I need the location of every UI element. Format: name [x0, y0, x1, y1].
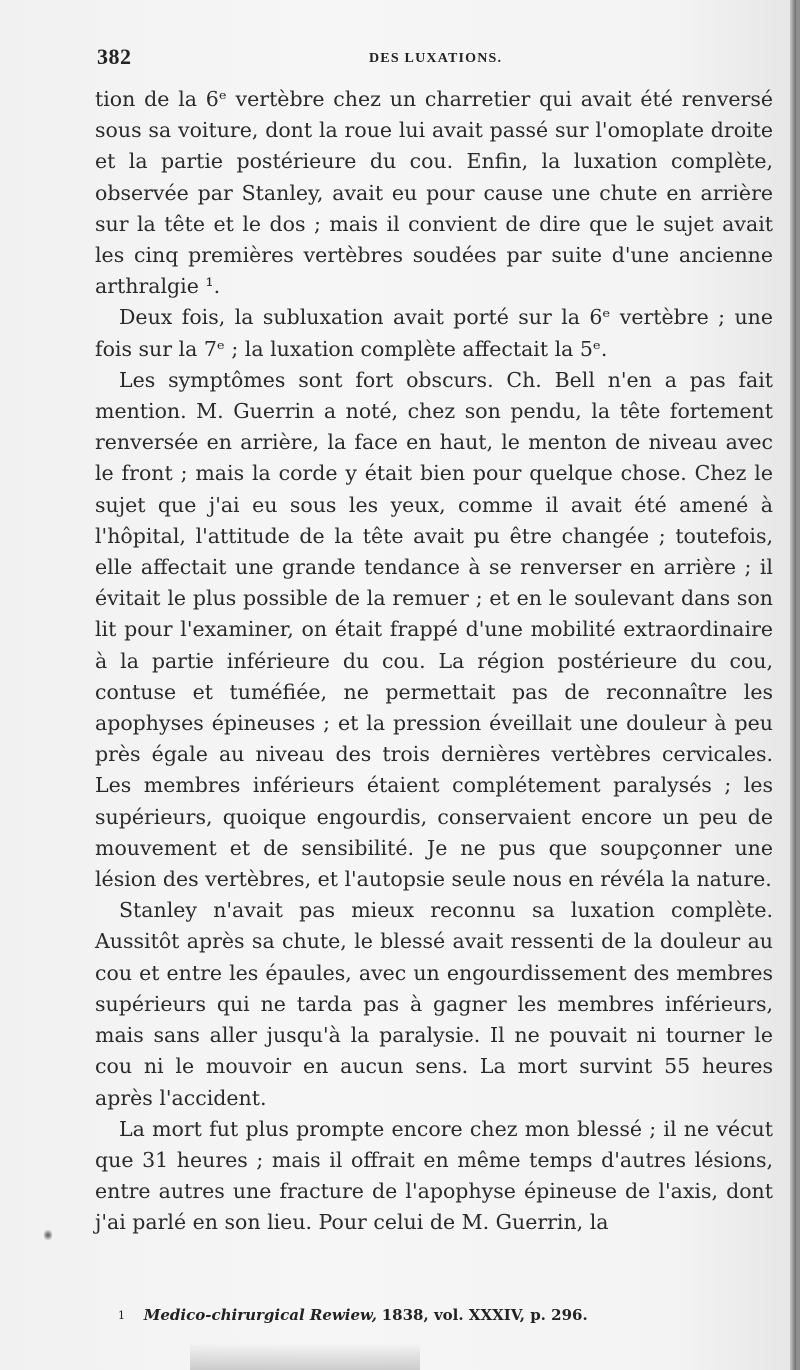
page-number: 382	[97, 44, 132, 69]
footnote-marker: 1	[118, 1309, 125, 1322]
paragraph-5: La mort fut plus prompte encore chez mon blessé ; il ne vécut que 31 heures ; mais il offrait en même temps d'autres lésions, entre autres une fracture de l'apophyse épineuse de l'axis, dont j'ai parlé en son lieu. Pour celui de M. Guerrin, la	[95, 1116, 773, 1235]
ink-smudge	[44, 1228, 52, 1242]
paragraph-3: Les symptômes sont fort obscurs. Ch. Bell n'en a pas fait mention. M. Guerrin a noté, chez son pendu, la tête fortement renversée en arrière, la face en haut, le menton de niveau avec le front ; mais la corde y était bien pour quelque chose. Chez le sujet que j'ai eu sous les yeux, comme il avait été amené à l'hôpital, l'attitude de la tête avait pu être changée ; toutefois, elle affectait une grande tendance à se renverser en arrière ; il évitait le plus possible de la remuer ; et en le soulevant dans son lit pour l'examiner, on était frappé d'une mobilité extraordinaire à la partie inférieure du cou. La région postérieure du cou, contuse et tuméfiée, ne permettait pas de reconnaître les apophyses épineuses ; et la pression éveillait une douleur à peu près égale au niveau des trois dernières vertèbres cervicales. Les membres inférieurs étaient complétement paralysés ; les supérieurs, quoique engourdis, conservaient encore un peu de mouvement et de sensibilité. Je ne pus que soupçonner une lésion des vertèbres, et l'autopsie seule nous en révéla la nature.	[95, 367, 773, 892]
page-header	[97, 44, 769, 74]
paragraph-1: tion de la 6ᵉ vertèbre chez un charretier qui avait été renversé sous sa voiture, dont la roue lui avait passé sur l'omoplate droite et la partie postérieure du cou. Enfin, la luxation complète, observée par Stanley, avait eu pour cause une chute en arrière sur la tête et le dos ; mais il convient de dire que le sujet avait les cinq premières vertèbres soudées par suite d'une ancienne arthralgie ¹.	[95, 87, 773, 299]
footnote	[118, 1306, 778, 1324]
paragraph-4: Stanley n'avait pas mieux reconnu sa luxation complète. Aussitôt après sa chute, le blessé avait ressenti de la douleur au cou et entre les épaules, avec un engourdissement des membres supérieurs qui ne tarda pas à gagner les membres inférieurs, mais sans aller jusqu'à la paralysie. Il ne pouvait ni tourner le cou ni le mouvoir en aucun sens. La mort survint 55 heures après l'accident.	[95, 898, 773, 1110]
page-gutter-shadow	[790, 0, 796, 1370]
footnote-journal: Medico-chirurgical Rewiew,	[143, 1306, 377, 1324]
footnote-citation: 1838, vol. XXXIV, p. 296.	[381, 1306, 588, 1324]
paragraph-2: Deux fois, la subluxation avait porté sur la 6ᵉ vertèbre ; une fois sur la 7ᵉ ; la luxation complète affectait la 5ᵉ.	[95, 305, 773, 361]
body-text	[95, 84, 773, 1239]
scan-shadow	[190, 1343, 420, 1370]
running-head: DES LUXATIONS.	[369, 51, 503, 66]
